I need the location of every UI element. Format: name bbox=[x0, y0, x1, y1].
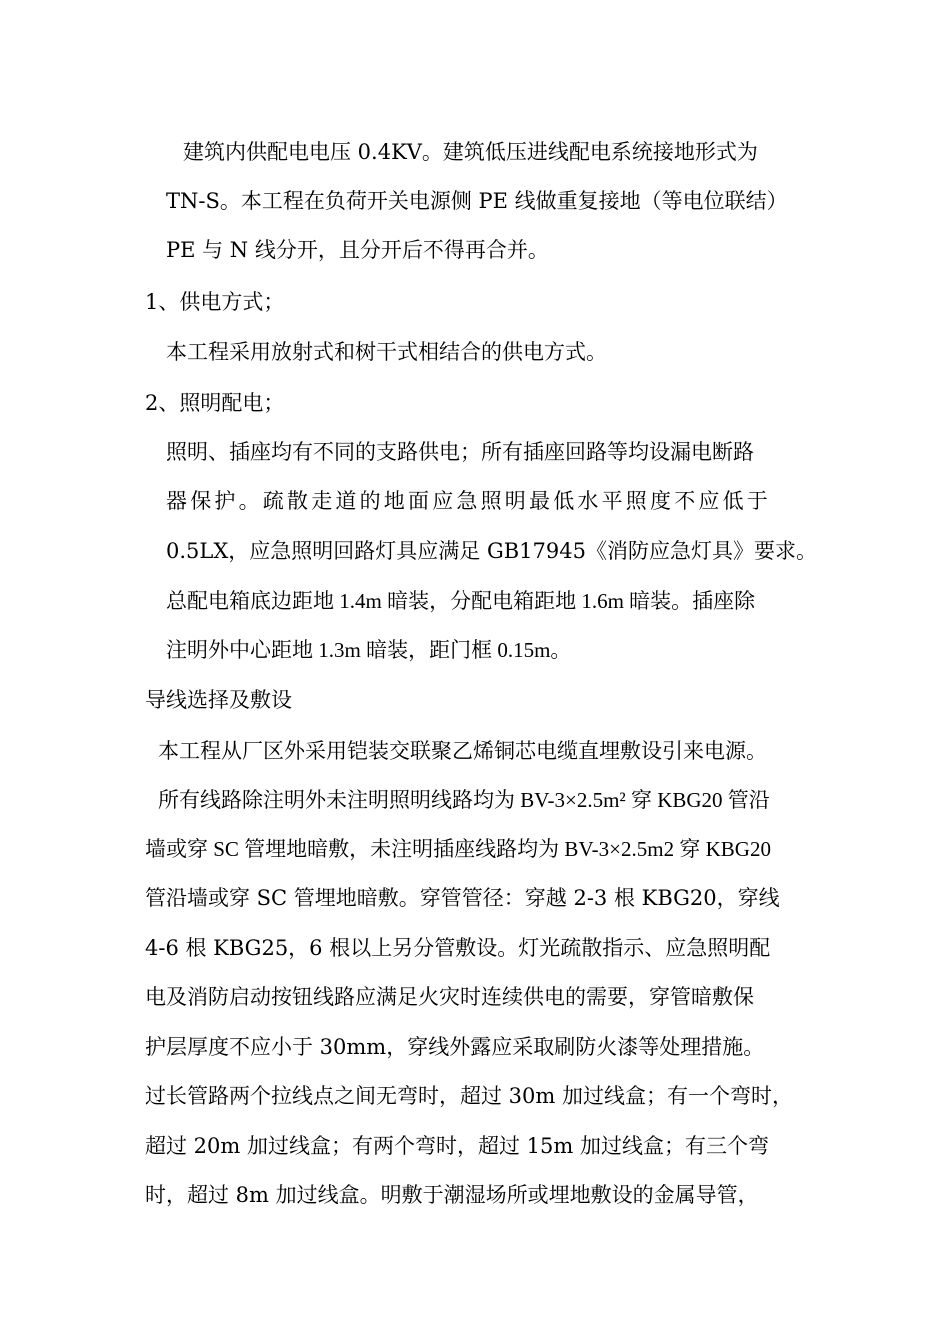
text-line: 建筑内供配电电压 0.4KV。建筑低压进线配电系统接地形式为 bbox=[183, 140, 758, 164]
text-line: 4-6 根 KBG25，6 根以上另分管敷设。灯光疏散指示、应急照明配 bbox=[145, 936, 771, 960]
text-line: 器保护。疏散走道的地面应急照明最低水平照度不应低于 bbox=[166, 489, 771, 513]
text-line: 照明、插座均有不同的支路供电；所有插座回路等均设漏电断路 bbox=[166, 440, 754, 464]
text-line: 0.5LX，应急照明回路灯具应满足 GB17945《消防应急灯具》要求。 bbox=[166, 539, 817, 563]
text-line: TN-S。本工程在负荷开关电源侧 PE 线做重复接地（等电位联结） bbox=[166, 189, 788, 213]
section-heading: 导线选择及敷设 bbox=[145, 688, 292, 712]
text-line: 墙或穿 SC 管埋地暗敷，未注明插座线路均为 BV-3×2.5m2 穿 KBG20 bbox=[145, 837, 771, 861]
text-line: PE 与 N 线分开，且分开后不得再合并。 bbox=[166, 238, 549, 262]
text-line: 总配电箱底边距地 1.4m 暗装，分配电箱距地 1.6m 暗装。插座除 bbox=[166, 589, 756, 613]
text-line: 时，超过 8m 加过线盒。明敷于潮湿场所或埋地敷设的金属导管， bbox=[145, 1183, 759, 1207]
text-line: 电及消防启动按钮线路应满足火灾时连续供电的需要，穿管暗敷保 bbox=[145, 985, 754, 1009]
text-line: 超过 20m 加过线盒；有两个弯时，超过 15m 加过线盒；有三个弯 bbox=[145, 1134, 769, 1158]
text-line: 所有线路除注明外未注明照明线路均为 BV-3×2.5m² 穿 KBG20 管沿 bbox=[158, 788, 770, 812]
section-heading: 2、照明配电； bbox=[145, 391, 285, 415]
text-line: 管沿墙或穿 SC 管埋地暗敷。穿管管径：穿越 2-3 根 KBG20，穿线 bbox=[145, 886, 780, 910]
section-heading: 1、供电方式； bbox=[145, 290, 285, 314]
text-line: 护层厚度不应小于 30mm，穿线外露应采取刷防火漆等处理措施。 bbox=[145, 1035, 765, 1059]
text-line: 注明外中心距地 1.3m 暗装，距门框 0.15m。 bbox=[166, 638, 572, 662]
text-line: 过长管路两个拉线点之间无弯时，超过 30m 加过线盒；有一个弯时， bbox=[145, 1084, 793, 1108]
text-line: 本工程采用放射式和树干式相结合的供电方式。 bbox=[166, 340, 607, 364]
text-line: 本工程从厂区外采用铠装交联聚乙烯铜芯电缆直埋敷设引来电源。 bbox=[158, 739, 767, 763]
